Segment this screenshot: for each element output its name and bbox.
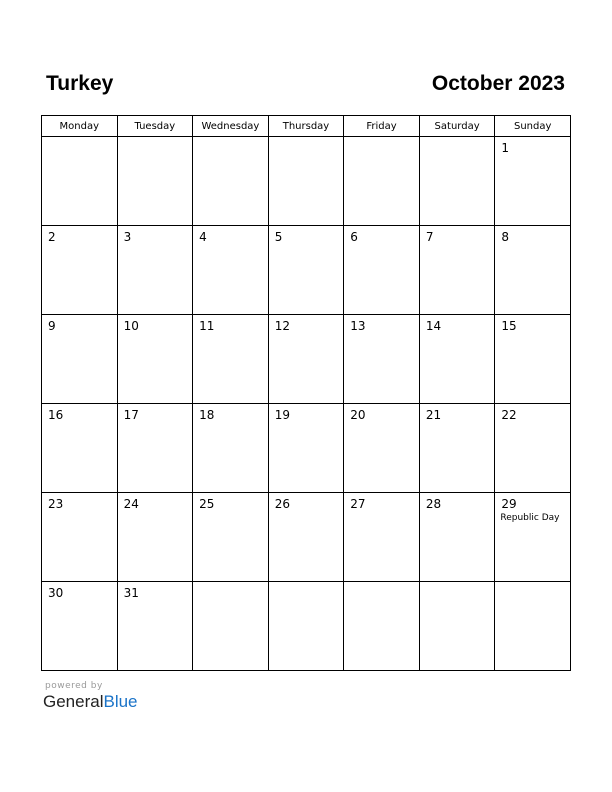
day-cell (117, 226, 193, 315)
day-number: 20 (350, 408, 366, 422)
day-cell (42, 582, 118, 671)
logo-blue: Blue (103, 692, 138, 711)
day-number (420, 137, 495, 141)
footer (43, 681, 138, 712)
country-title: Turkey (46, 72, 114, 95)
holiday-label: Republic Day (500, 513, 560, 523)
logo-general: General (43, 692, 104, 711)
day-cell (495, 404, 571, 493)
day-number: 17 (123, 408, 139, 422)
day-cell (344, 404, 420, 493)
day-cell (268, 137, 344, 226)
day-cell (268, 582, 344, 671)
day-number: 10 (123, 319, 139, 333)
day-number: 3 (123, 230, 132, 244)
week-row (42, 137, 571, 226)
day-cell (42, 404, 118, 493)
day-number (495, 582, 570, 586)
day-cell (117, 315, 193, 404)
day-cell (193, 226, 269, 315)
weekday-header: Friday (344, 116, 420, 137)
weekday-header-row (42, 116, 571, 137)
day-cell (268, 315, 344, 404)
day-cell (268, 493, 344, 582)
powered-by-text: powered by (45, 681, 103, 691)
day-cell (419, 582, 495, 671)
day-cell (495, 582, 571, 671)
day-number: 13 (350, 319, 366, 333)
month-year-title: October 2023 (431, 72, 565, 95)
day-cell (117, 582, 193, 671)
day-number (269, 137, 344, 141)
calendar-grid (41, 115, 571, 671)
weekday-header: Wednesday (193, 116, 269, 137)
day-cell (419, 493, 495, 582)
day-cell (419, 404, 495, 493)
day-cell (344, 493, 420, 582)
day-number: 16 (48, 408, 64, 422)
weekday-header: Sunday (495, 116, 571, 137)
day-cell (344, 137, 420, 226)
day-cell (117, 137, 193, 226)
day-cell (193, 315, 269, 404)
day-cell (268, 226, 344, 315)
day-number: 5 (274, 230, 283, 244)
day-number: 1 (501, 141, 510, 155)
day-number: 6 (350, 230, 358, 244)
day-number: 7 (425, 230, 434, 244)
week-row (42, 315, 571, 404)
day-number (193, 582, 268, 586)
generalblue-logo (43, 692, 138, 712)
day-number: 22 (501, 408, 517, 422)
day-number: 8 (501, 230, 510, 244)
day-number: 4 (199, 230, 207, 244)
day-number: 12 (274, 319, 290, 333)
day-number: 18 (199, 408, 215, 422)
day-cell (495, 315, 571, 404)
day-number: 28 (425, 497, 442, 511)
week-row (42, 404, 571, 493)
day-cell (344, 315, 420, 404)
week-row (42, 493, 571, 582)
day-cell (193, 582, 269, 671)
day-number: 25 (199, 497, 215, 511)
day-number: 29 (501, 497, 517, 511)
day-number (420, 582, 495, 586)
week-row (42, 582, 571, 671)
day-number: 2 (48, 230, 56, 244)
day-number (344, 582, 419, 586)
day-cell (419, 315, 495, 404)
day-number: 23 (48, 497, 64, 511)
day-cell (117, 404, 193, 493)
day-cell (419, 137, 495, 226)
day-number: 24 (123, 497, 139, 511)
day-number: 9 (48, 319, 56, 333)
day-cell (42, 226, 118, 315)
day-number: 30 (48, 586, 64, 600)
day-cell (495, 493, 571, 582)
day-number (269, 582, 344, 586)
day-cell (42, 137, 118, 226)
weekday-header: Saturday (419, 116, 495, 137)
weekday-header: Thursday (268, 116, 344, 137)
day-cell (193, 493, 269, 582)
week-row (42, 226, 571, 315)
day-cell (193, 404, 269, 493)
day-number: 26 (274, 497, 290, 511)
weekday-header: Monday (42, 116, 118, 137)
day-number (193, 137, 268, 141)
day-cell (42, 315, 118, 404)
day-cell (117, 493, 193, 582)
day-cell (495, 137, 571, 226)
weekday-header: Tuesday (117, 116, 193, 137)
day-number: 19 (274, 408, 290, 422)
day-number: 11 (199, 319, 215, 333)
day-cell (495, 226, 571, 315)
day-number (118, 137, 193, 141)
day-cell (419, 226, 495, 315)
day-cell (193, 137, 269, 226)
day-number (42, 137, 117, 141)
day-number: 27 (350, 497, 366, 511)
day-number: 14 (425, 319, 442, 333)
day-cell (268, 404, 344, 493)
day-number (344, 137, 419, 141)
day-number: 31 (123, 586, 139, 600)
day-cell (344, 582, 420, 671)
day-number: 21 (425, 408, 442, 422)
day-cell (42, 493, 118, 582)
day-number: 15 (501, 319, 517, 333)
day-cell (344, 226, 420, 315)
